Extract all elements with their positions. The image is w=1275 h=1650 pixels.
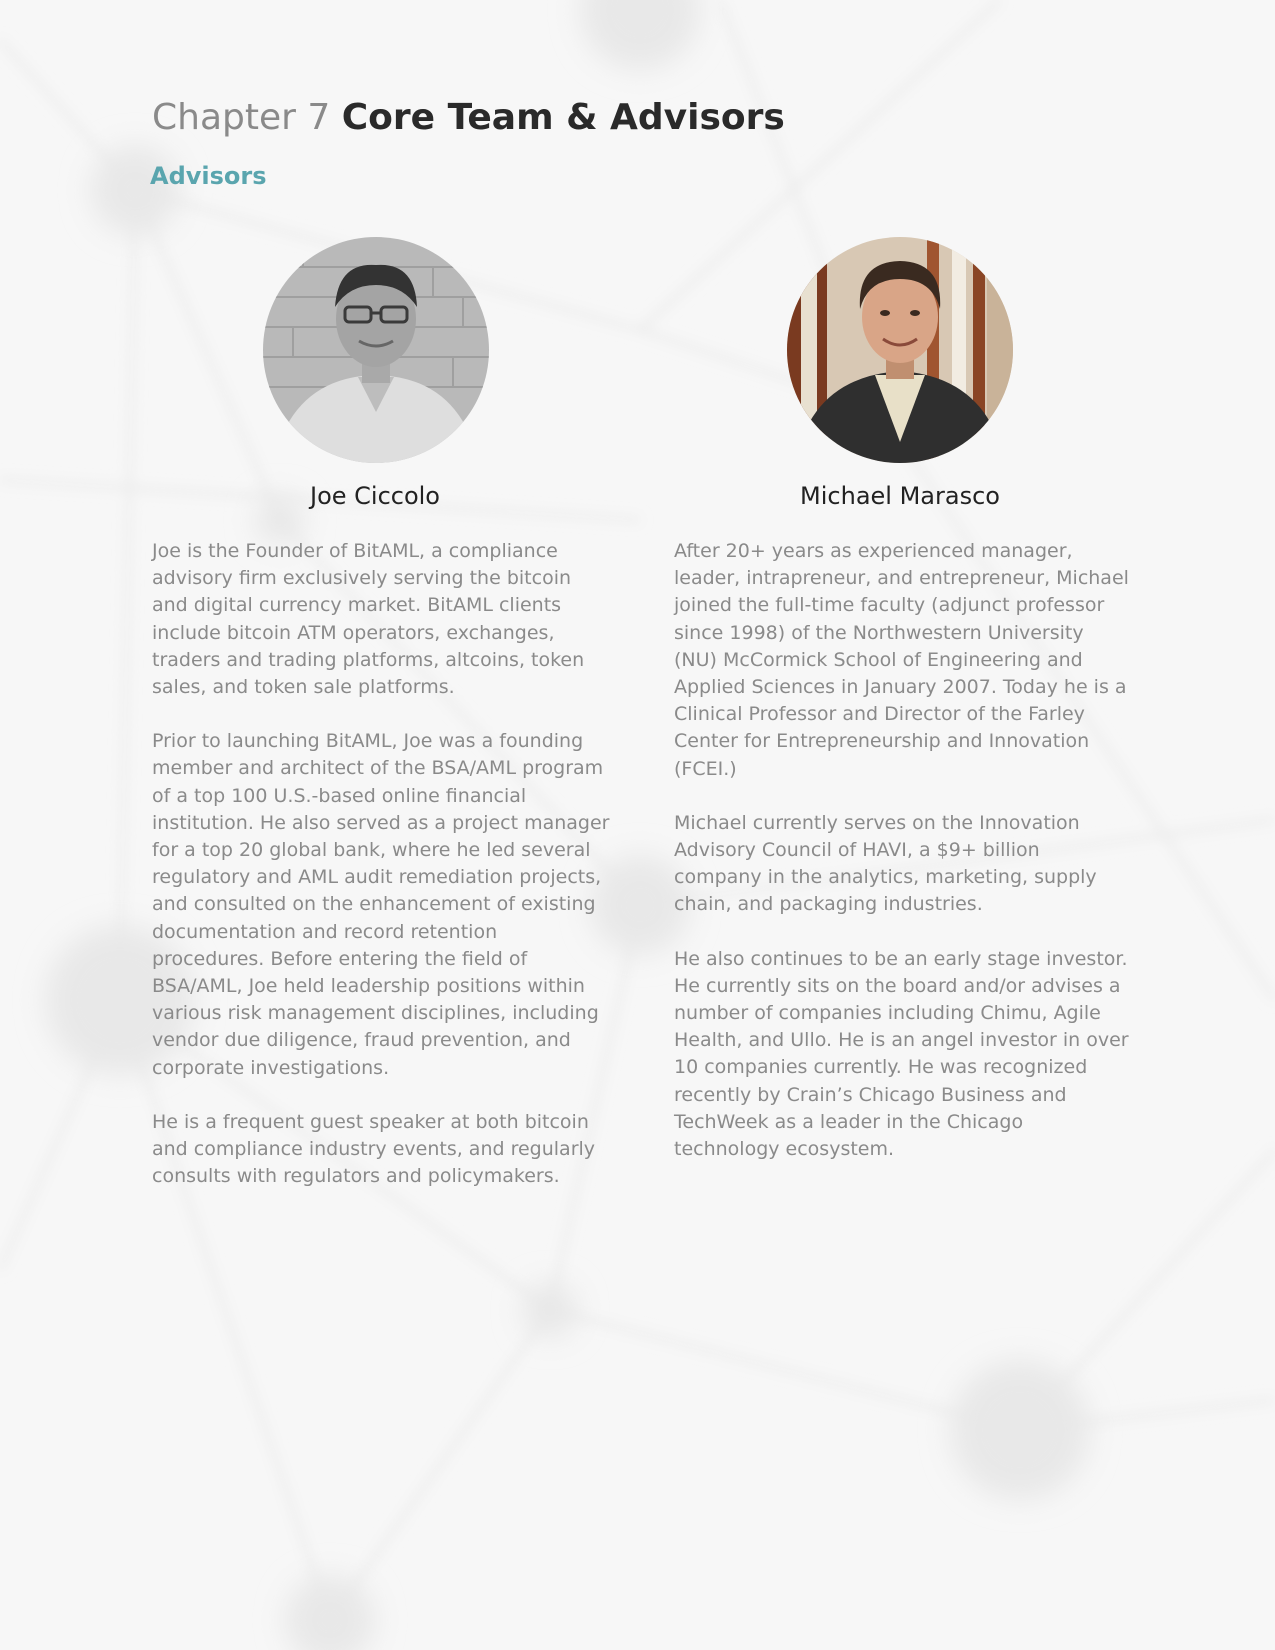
advisor-bio-joe-ciccolo bbox=[152, 538, 610, 1217]
advisor-name-joe-ciccolo: Joe Ciccolo bbox=[309, 482, 440, 510]
chapter-number: Chapter 7 bbox=[152, 97, 331, 138]
bio-paragraph: Joe is the Founder of BitAML, a compliance advisory firm exclusively serving the bitcoin and digital currency market. BitAML clients include bitcoin ATM operators, exchanges, traders and trading platforms, altcoins, token sales, and token sale platforms. bbox=[152, 540, 585, 699]
bio-paragraph: After 20+ years as experienced manager, leader, intrapreneur, and entrepreneur, Michael joined the full-time faculty (adjunct professor since 1998) of the Northwestern University (NU) McCormick School of Engineering and Applied Sciences in January 2007. Today he is a Clinical Professor and Director of the Farley Center for Entrepreneurship and Innovation (FCEI.) bbox=[674, 540, 1129, 780]
bio-paragraph: He also continues to be an early stage investor. He currently sits on the board and/or advises a number of companies including Chimu, Agile Health, and Ullo. He is an angel investor in over 10 companies currently. He was recognized recently by Crain’s Chicago Business and TechWeek as a leader in the Chicago technology ecosystem. bbox=[674, 947, 1129, 1161]
advisor-photo-michael-marasco bbox=[787, 237, 1013, 463]
advisor-photo-joe-ciccolo bbox=[263, 237, 489, 463]
bio-paragraph: Prior to launching BitAML, Joe was a founding member and architect of the BSA/AML program of a top 100 U.S.-based online financial institution. He also served as a project manager for a top 20 global bank, where he led several regulatory and AML audit remediation projects, and consulted on the enhancement of existing documentation and record retention procedures. Before entering the field of BSA/AML, Joe held leadership positions within various risk management disciplines, including vendor due diligence, fraud prevention, and corporate investigations. bbox=[152, 730, 610, 1079]
chapter-title: Core Team & Advisors bbox=[341, 97, 785, 138]
bio-paragraph: Michael currently serves on the Innovation Advisory Council of HAVI, a $9+ billion company in the analytics, marketing, supply chain, and packaging industries. bbox=[674, 811, 1097, 916]
bio-paragraph: He is a frequent guest speaker at both bitcoin and compliance industry events, and regularly consults with regulators and policymakers. bbox=[152, 1110, 596, 1188]
page-heading bbox=[152, 97, 785, 138]
section-title: Advisors bbox=[150, 162, 267, 190]
advisor-bio-michael-marasco bbox=[674, 538, 1132, 1190]
advisor-name-michael-marasco: Michael Marasco bbox=[800, 482, 1000, 510]
